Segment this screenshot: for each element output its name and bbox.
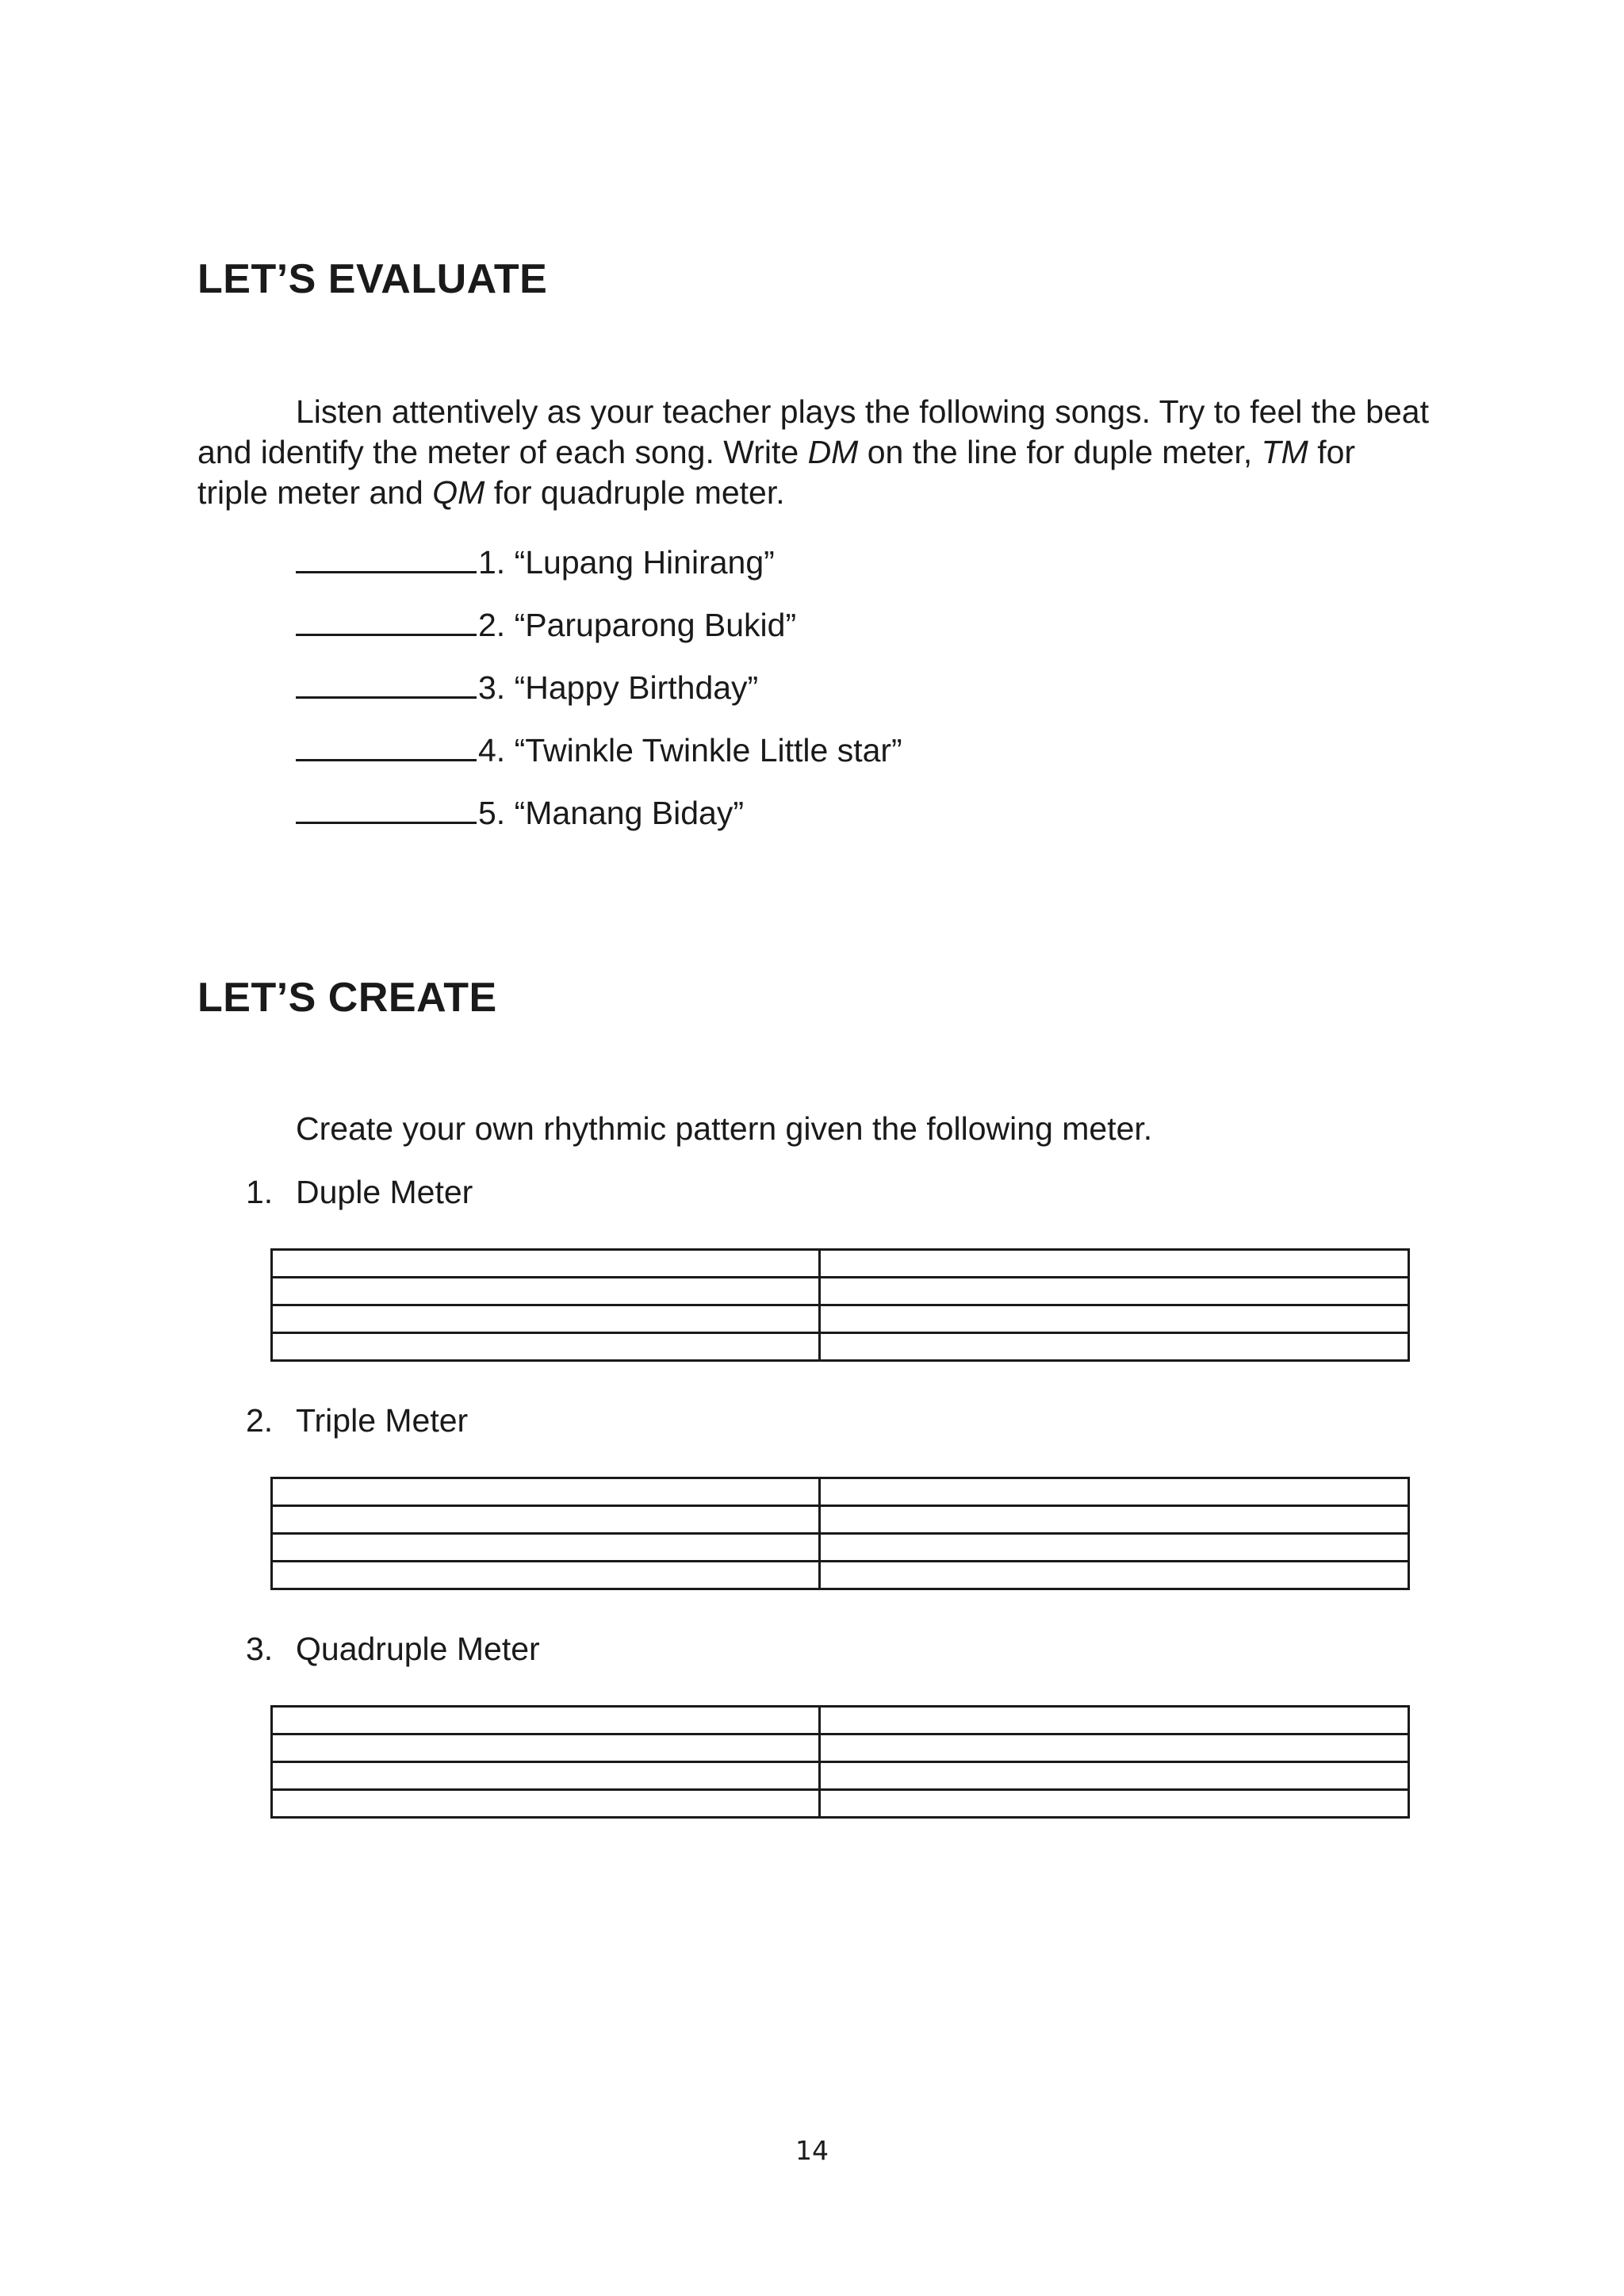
create-instruction: Create your own rhythmic pattern given the following meter.: [296, 1110, 1153, 1147]
grid-row: [272, 1562, 1409, 1589]
duple-meter-grid: [270, 1248, 1410, 1362]
meter-name: Duple Meter: [296, 1174, 473, 1210]
grid-cell[interactable]: [272, 1333, 820, 1361]
grid-cell[interactable]: [820, 1562, 1409, 1589]
grid-row: [272, 1790, 1409, 1818]
song-item: [296, 536, 902, 599]
meter-number: 2.: [246, 1402, 274, 1439]
song-list: [296, 536, 902, 849]
grid-row: [272, 1534, 1409, 1562]
answer-blank[interactable]: [296, 536, 477, 573]
grid-row: [272, 1333, 1409, 1361]
grid-row: [272, 1250, 1409, 1278]
create-heading: LET’S CREATE: [197, 975, 497, 1021]
grid-cell[interactable]: [820, 1278, 1409, 1305]
meter-label-triple: [246, 1402, 468, 1439]
answer-blank[interactable]: [296, 661, 477, 699]
grid-row: [272, 1734, 1409, 1762]
grid-cell[interactable]: [820, 1506, 1409, 1534]
tm-abbrev: TM: [1261, 434, 1308, 470]
grid-cell[interactable]: [820, 1250, 1409, 1278]
song-label: 2. “Paruparong Bukid”: [478, 607, 797, 643]
song-label: 4. “Twinkle Twinkle Little star”: [478, 732, 902, 769]
page-number: 14: [795, 2135, 829, 2166]
grid-row: [272, 1707, 1409, 1734]
answer-blank[interactable]: [296, 599, 477, 636]
instructions-part-4: for quadruple meter.: [485, 474, 785, 511]
evaluate-instructions: [197, 392, 1434, 513]
grid-cell[interactable]: [820, 1707, 1409, 1734]
qm-abbrev: QM: [432, 474, 485, 511]
instructions-part-3: for triple meter and: [197, 434, 1356, 511]
meter-number: 1.: [246, 1174, 274, 1210]
song-item: [296, 724, 902, 787]
grid-cell[interactable]: [272, 1562, 820, 1589]
answer-blank[interactable]: [296, 724, 477, 761]
grid-cell[interactable]: [272, 1707, 820, 1734]
grid-cell[interactable]: [272, 1478, 820, 1506]
grid-cell[interactable]: [820, 1333, 1409, 1361]
dm-abbrev: DM: [807, 434, 859, 470]
grid-row: [272, 1762, 1409, 1790]
grid-cell[interactable]: [820, 1762, 1409, 1790]
grid-cell[interactable]: [820, 1305, 1409, 1333]
meter-name: Quadruple Meter: [296, 1631, 540, 1667]
grid-cell[interactable]: [820, 1534, 1409, 1562]
grid-cell[interactable]: [820, 1790, 1409, 1818]
grid-cell[interactable]: [272, 1305, 820, 1333]
grid-cell[interactable]: [272, 1534, 820, 1562]
grid-cell[interactable]: [820, 1734, 1409, 1762]
grid-cell[interactable]: [272, 1762, 820, 1790]
grid-row: [272, 1506, 1409, 1534]
song-item: [296, 787, 902, 849]
grid-cell[interactable]: [272, 1250, 820, 1278]
answer-blank[interactable]: [296, 787, 477, 824]
meter-label-duple: [246, 1174, 473, 1211]
grid-cell[interactable]: [272, 1278, 820, 1305]
grid-cell[interactable]: [272, 1734, 820, 1762]
song-item: [296, 661, 902, 724]
grid-cell[interactable]: [820, 1478, 1409, 1506]
quadruple-meter-grid: [270, 1705, 1410, 1819]
grid-row: [272, 1478, 1409, 1506]
grid-row: [272, 1305, 1409, 1333]
instructions-part-2: on the line for duple meter,: [858, 434, 1262, 470]
song-item: [296, 599, 902, 661]
song-label: 5. “Manang Biday”: [478, 795, 745, 831]
song-label: 3. “Happy Birthday”: [478, 669, 759, 706]
meter-label-quadruple: [246, 1631, 540, 1668]
song-label: 1. “Lupang Hinirang”: [478, 544, 775, 581]
meter-name: Triple Meter: [296, 1402, 469, 1439]
instructions-part-1: Listen attentively as your teacher plays the following songs. Try to feel the beat and identify the meter of each song. Write: [197, 393, 1429, 470]
grid-row: [272, 1278, 1409, 1305]
evaluate-heading: LET’S EVALUATE: [197, 256, 548, 302]
meter-number: 3.: [246, 1631, 274, 1667]
triple-meter-grid: [270, 1477, 1410, 1590]
grid-cell[interactable]: [272, 1506, 820, 1534]
grid-cell[interactable]: [272, 1790, 820, 1818]
